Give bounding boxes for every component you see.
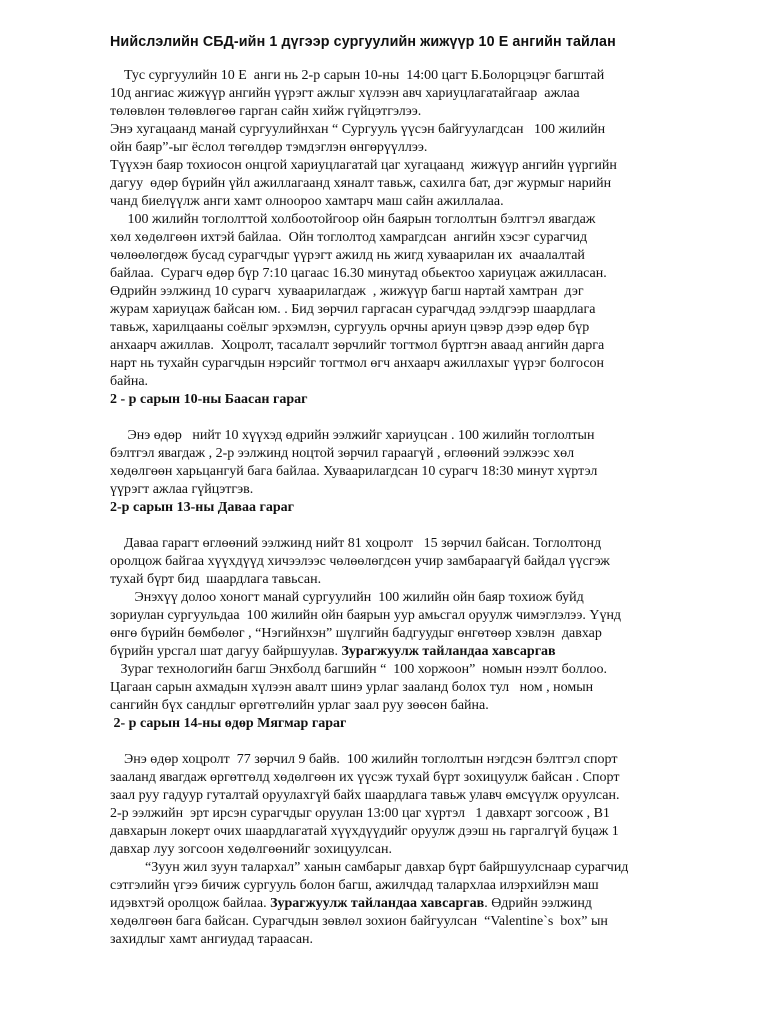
bold-text: Зурагжуулж тайландаа хавсаргав bbox=[341, 644, 556, 659]
section-2-line: тухай бүрт бид шаардлага тавьсан. bbox=[110, 572, 322, 587]
events-paragraph-line: 100 жилийн тоглолттой холбоотойгоор ойн баярын тоглолтын бэлтгэл явагдаж bbox=[110, 212, 596, 227]
section-1-line bbox=[110, 409, 730, 427]
events-paragraph-line: журам хариуцаж байсан юм. . Бид зөрчил гаргасан сурагчдад ээлдгээр шаардлага bbox=[110, 302, 596, 317]
events-paragraph-line: чөлөөлөгдөж бусад сурагчдыг үүрэгт ажилд нь жигд хуваарилан их ачаалалтай bbox=[110, 248, 585, 263]
section-2-line: оролцож байгаа хүүхдүүд хичээлээс чөлөөлөгдсөн учир замбараагүй байдал үүсгэж bbox=[110, 554, 610, 569]
section-1-line: бэлтгэл явагдаж , 2-р ээлжинд ноцтой зөрчил гараагүй , өглөөний ээлжээс хөл bbox=[110, 446, 575, 461]
intro-paragraph-line: Тус сургуулийн 10 Е анги нь 2-р сарын 10-ны 14:00 цагт Б.Болорцэцэг багштай bbox=[110, 68, 605, 83]
bold-text: Зурагжуулж тайландаа хавсаргав bbox=[270, 896, 485, 911]
events-paragraph-line: байлаа. Сурагч өдөр бүр 7:10 цагаас 16.30 минутад обьектоо хариуцаж ажилласан. bbox=[110, 266, 607, 281]
section-3-line: заал руу гадуур гуталтай оруулахгүй байх шаардлага тавьж улавч өмсүүлж оруулсан. bbox=[110, 788, 620, 803]
section-1-line: Энэ өдөр нийт 10 хүүхэд өдрийн ээлжийг хариуцсан . 100 жилийн тоглолтын bbox=[110, 428, 595, 443]
section-2-line: зориулан сургуульдаа 100 жилийн ойн баярын уур амьсгал оруулж чимэглэлээ. Үүнд bbox=[110, 608, 622, 623]
history-paragraph-line: Түүхэн баяр тохиосон онцгой хариуцлагатай цаг хугацаанд жижүүр ангийн үүргийн bbox=[110, 158, 617, 173]
section-3-line: “Зуун жил зуун талархал” ханын самбарыг давхар бүрт байршуулснаар сурагчид bbox=[110, 860, 629, 875]
section-2-line: сангийн бүх сандлыг өргөтгөлийн урлаг заал руу зөөсөн байна. bbox=[110, 698, 489, 713]
page-title: Нийслэлийн СБД-ийн 1 дүгээр сургуулийн жижүүр 10 Е ангийн тайлан bbox=[110, 34, 616, 50]
section-3-line: сэтгэлийн үгээ бичиж сургууль болон багш, ажилчдад талархлаа илэрхийлэн маш bbox=[110, 878, 599, 893]
section-2-line: Зураг технологийн багш Энхболд багшийн “ 100 хоржоон” номын нээлт боллоо. bbox=[110, 662, 608, 677]
section-3-line: зааланд явагдаж өргөтгөлд хөдөлгөөн их үүсэж тухай бүрт зохицуулж байсан . Спорт bbox=[110, 770, 620, 785]
section-2-line: Энэхүү долоо хоногт манай сургуулийн 100 жилийн ойн баяр тохиож буйд bbox=[110, 590, 584, 605]
events-paragraph-line: тавьж, харилцааны соёлыг эрхэмлэн, сургууль орчны ариун цэвэр дээр өдөр бүр bbox=[110, 320, 590, 335]
intro-paragraph-line: төлөвлөн төлөвлөгөө гарган сайн хийж гүйцэтгэлээ. bbox=[110, 104, 422, 119]
anniversary-paragraph-line: ойн баяр”-ыг ёслол төгөлдөр тэмдэглэн өнгөрүүллээ. bbox=[110, 140, 428, 155]
section-2-line: өнгө бүрийн бөмбөлөг , “Нэгийнхэн” шүлгийн бадгуудыг өнгөтөөр хэвлэн давхар bbox=[110, 626, 602, 641]
section-2-line: бүрийн урсгал шат дагуу байршуулав. Зурагжуулж тайландаа хавсаргав bbox=[110, 644, 556, 659]
section-3-line: давхарын локерт очих шаардлагатай хүүхдүүдийг оруулж дээш нь гаргалгүй буцаж 1 bbox=[110, 824, 619, 839]
events-paragraph-line: Өдрийн ээлжинд 10 сурагч хуваарилагдаж , жижүүр багш нартай хамтран дэг bbox=[110, 284, 584, 299]
events-paragraph-line: байна. bbox=[110, 374, 149, 389]
section-3-line: Энэ өдөр хоцролт 77 зөрчил 9 байв. 100 жилийн тоглолтын нэгдсэн бэлтгэл спорт bbox=[110, 752, 618, 767]
events-paragraph-line: нарт нь тухайн сурагчдын нэрсийг тогтмол өгч анхаарч ажиллахыг үүрэг болгосон bbox=[110, 356, 605, 371]
section-3-line: 2-р ээлжийн эрт ирсэн сурагчдыг оруулан 13:00 цаг хүртэл 1 давхарт зогсоож , В1 bbox=[110, 806, 610, 821]
section-3-line: давхар луу зогсоон хөдөлгөөнийг зохицуулсан. bbox=[110, 842, 392, 857]
history-paragraph-line: чанд биелүүлж анги хамт олноороо хамтарч маш сайн ажиллалаа. bbox=[110, 194, 504, 209]
section-heading: 2-р сарын 13-ны Даваа гараг bbox=[110, 500, 294, 515]
section-3-line: хөдөлгөөн бага байсан. Сурагчдын зөвлөл зохион байгуулсан “Valentine`s box” ын bbox=[110, 914, 608, 929]
section-heading: 2 - р сарын 10-ны Баасан гараг bbox=[110, 392, 308, 407]
section-2-line: Цагаан сарын ахмадын хүлээн авалт шинэ урлаг зааланд болох тул ном , номын bbox=[110, 680, 594, 695]
section-1-line: үүрэгт ажлаа гүйцэтгэв. bbox=[110, 482, 254, 497]
events-paragraph-line: анхаарч ажиллав. Хоцролт, тасалалт зөрчлийг тогтмол бүртгэн аваад ангийн дарга bbox=[110, 338, 605, 353]
section-heading: 2- р сарын 14-ны өдөр Мягмар гараг bbox=[110, 716, 347, 731]
anniversary-paragraph-line: Энэ хугацаанд манай сургуулийнхан “ Сургууль үүсэн байгуулагдсан 100 жилийн bbox=[110, 122, 606, 137]
intro-paragraph-line: 10д ангиас жижүүр ангийн үүрэгт ажлыг хүлээн авч хариуцлагатайгаар ажлаа bbox=[110, 86, 580, 101]
section-2-line: Даваа гарагт өглөөний ээлжинд нийт 81 хоцролт 15 зөрчил байсан. Тоглолтонд bbox=[110, 536, 602, 551]
section-3-line: захидлыг хамт ангиудад тараасан. bbox=[110, 932, 314, 947]
section-2-line bbox=[110, 517, 730, 535]
history-paragraph-line: дагуу өдөр бүрийн үйл ажиллагаанд хяналт тавьж, сахилга бат, дэг журмыг нарийн bbox=[110, 176, 612, 191]
document-body bbox=[110, 67, 730, 949]
section-1-line: хөдөлгөөн харьцангуй бага байлаа. Хуваарилагдсан 10 сурагч 18:30 минут хүртэл bbox=[110, 464, 598, 479]
events-paragraph-line: хөл хөдөлгөөн ихтэй байлаа. Ойн тоглолтод хамрагдсан ангийн хэсэг сурагчид bbox=[110, 230, 588, 245]
section-3-line bbox=[110, 733, 730, 751]
section-3-line: идэвхтэй оролцож байлаа. Зурагжуулж тайландаа хавсаргав. Өдрийн ээлжинд bbox=[110, 896, 592, 911]
